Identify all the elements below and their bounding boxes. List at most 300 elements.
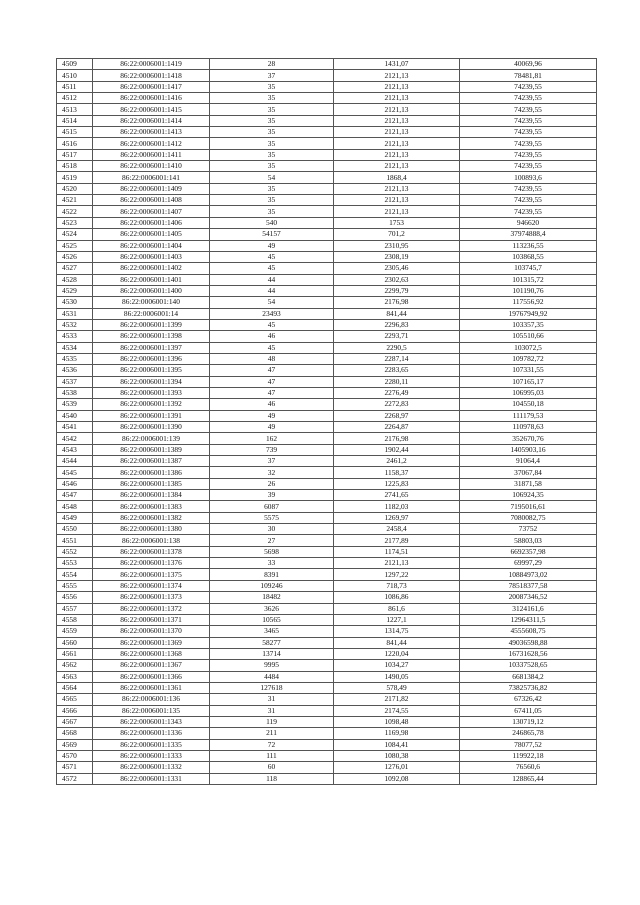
cadastral-number-cell: 86:22:0006001:1401 — [93, 274, 210, 285]
table-body — [57, 59, 597, 785]
specific-value-cell: 1084,41 — [334, 739, 460, 750]
specific-value-cell: 2280,11 — [334, 376, 460, 387]
cadastral-number-cell: 86:22:0006001:1404 — [93, 240, 210, 251]
area-cell: 45 — [210, 342, 334, 353]
specific-value-cell: 1269,97 — [334, 512, 460, 523]
data-table — [56, 58, 597, 785]
specific-value-cell: 1227,1 — [334, 614, 460, 625]
area-cell: 44 — [210, 274, 334, 285]
cadastral-number-cell: 86:22:0006001:1416 — [93, 93, 210, 104]
cadastral-number-cell: 86:22:0006001:1417 — [93, 81, 210, 92]
specific-value-cell: 1902,44 — [334, 444, 460, 455]
table-row — [57, 93, 597, 104]
specific-value-cell: 1182,03 — [334, 501, 460, 512]
specific-value-cell: 1490,05 — [334, 671, 460, 682]
cadastral-number-cell: 86:22:0006001:1378 — [93, 546, 210, 557]
row-number-cell: 4566 — [57, 705, 93, 716]
specific-value-cell: 2121,13 — [334, 93, 460, 104]
table-row — [57, 240, 597, 251]
specific-value-cell: 2176,98 — [334, 297, 460, 308]
cadastral-number-cell: 86:22:0006001:1385 — [93, 478, 210, 489]
cadastral-number-cell: 86:22:0006001:14 — [93, 308, 210, 319]
table-row — [57, 660, 597, 671]
table-row — [57, 637, 597, 648]
cadastral-value-cell: 109782,72 — [460, 353, 597, 364]
table-row — [57, 70, 597, 81]
specific-value-cell: 2276,49 — [334, 387, 460, 398]
specific-value-cell: 861,6 — [334, 603, 460, 614]
row-number-cell: 4529 — [57, 285, 93, 296]
cadastral-value-cell: 73825736,82 — [460, 682, 597, 693]
cadastral-number-cell: 86:22:0006001:1400 — [93, 285, 210, 296]
area-cell: 118 — [210, 773, 334, 784]
cadastral-value-cell: 1405903,16 — [460, 444, 597, 455]
row-number-cell: 4520 — [57, 183, 93, 194]
cadastral-number-cell: 86:22:0006001:1412 — [93, 138, 210, 149]
row-number-cell: 4527 — [57, 263, 93, 274]
cadastral-number-cell: 86:22:0006001:1391 — [93, 410, 210, 421]
cadastral-number-cell: 86:22:0006001:1392 — [93, 399, 210, 410]
cadastral-number-cell: 86:22:0006001:1406 — [93, 217, 210, 228]
area-cell: 6087 — [210, 501, 334, 512]
specific-value-cell: 2121,13 — [334, 70, 460, 81]
cadastral-value-cell: 74239,55 — [460, 81, 597, 92]
cadastral-value-cell: 10337528,65 — [460, 660, 597, 671]
specific-value-cell: 2176,98 — [334, 433, 460, 444]
cadastral-number-cell: 86:22:0006001:1407 — [93, 206, 210, 217]
area-cell: 4484 — [210, 671, 334, 682]
area-cell: 30 — [210, 524, 334, 535]
cadastral-number-cell: 86:22:0006001:1366 — [93, 671, 210, 682]
area-cell: 46 — [210, 399, 334, 410]
cadastral-number-cell: 86:22:0006001:1414 — [93, 115, 210, 126]
row-number-cell: 4555 — [57, 580, 93, 591]
area-cell: 5698 — [210, 546, 334, 557]
specific-value-cell: 701,2 — [334, 229, 460, 240]
table-row — [57, 478, 597, 489]
area-cell: 5575 — [210, 512, 334, 523]
area-cell: 28 — [210, 59, 334, 70]
cadastral-value-cell: 103072,5 — [460, 342, 597, 353]
cadastral-value-cell: 7195016,61 — [460, 501, 597, 512]
cadastral-value-cell: 16731628,56 — [460, 648, 597, 659]
cadastral-value-cell: 103357,35 — [460, 319, 597, 330]
table-row — [57, 682, 597, 693]
row-number-cell: 4538 — [57, 387, 93, 398]
cadastral-number-cell: 86:22:0006001:1380 — [93, 524, 210, 535]
table-row — [57, 365, 597, 376]
specific-value-cell: 1753 — [334, 217, 460, 228]
table-row — [57, 319, 597, 330]
cadastral-number-cell: 86:22:0006001:1331 — [93, 773, 210, 784]
area-cell: 739 — [210, 444, 334, 455]
table-row — [57, 569, 597, 580]
row-number-cell: 4522 — [57, 206, 93, 217]
cadastral-number-cell: 86:22:0006001:135 — [93, 705, 210, 716]
cadastral-number-cell: 86:22:0006001:1368 — [93, 648, 210, 659]
area-cell: 18482 — [210, 592, 334, 603]
cadastral-number-cell: 86:22:0006001:1405 — [93, 229, 210, 240]
table-row — [57, 750, 597, 761]
specific-value-cell: 1220,04 — [334, 648, 460, 659]
table-row — [57, 694, 597, 705]
area-cell: 27 — [210, 535, 334, 546]
row-number-cell: 4570 — [57, 750, 93, 761]
specific-value-cell: 2121,13 — [334, 183, 460, 194]
cadastral-value-cell: 74239,55 — [460, 93, 597, 104]
table-row — [57, 546, 597, 557]
cadastral-value-cell: 111179,53 — [460, 410, 597, 421]
cadastral-value-cell: 58803,03 — [460, 535, 597, 546]
cadastral-value-cell: 105510,66 — [460, 331, 597, 342]
area-cell: 10565 — [210, 614, 334, 625]
cadastral-value-cell: 103745,7 — [460, 263, 597, 274]
specific-value-cell: 1297,22 — [334, 569, 460, 580]
cadastral-value-cell: 352670,76 — [460, 433, 597, 444]
cadastral-value-cell: 74239,55 — [460, 149, 597, 160]
cadastral-number-cell: 86:22:0006001:1413 — [93, 127, 210, 138]
table-row — [57, 467, 597, 478]
row-number-cell: 4534 — [57, 342, 93, 353]
row-number-cell: 4561 — [57, 648, 93, 659]
cadastral-number-cell: 86:22:0006001:1384 — [93, 490, 210, 501]
table-row — [57, 433, 597, 444]
specific-value-cell: 2308,19 — [334, 251, 460, 262]
area-cell: 45 — [210, 319, 334, 330]
specific-value-cell: 2283,65 — [334, 365, 460, 376]
area-cell: 35 — [210, 183, 334, 194]
row-number-cell: 4549 — [57, 512, 93, 523]
area-cell: 37 — [210, 456, 334, 467]
row-number-cell: 4525 — [57, 240, 93, 251]
cadastral-value-cell: 110978,63 — [460, 422, 597, 433]
area-cell: 45 — [210, 263, 334, 274]
area-cell: 35 — [210, 206, 334, 217]
table-row — [57, 285, 597, 296]
cadastral-value-cell: 246865,78 — [460, 728, 597, 739]
table-row — [57, 524, 597, 535]
table-row — [57, 648, 597, 659]
specific-value-cell: 2458,4 — [334, 524, 460, 535]
cadastral-number-cell: 86:22:0006001:1372 — [93, 603, 210, 614]
cadastral-number-cell: 86:22:0006001:1415 — [93, 104, 210, 115]
specific-value-cell: 2299,79 — [334, 285, 460, 296]
table-row — [57, 353, 597, 364]
cadastral-value-cell: 101315,72 — [460, 274, 597, 285]
row-number-cell: 4532 — [57, 319, 93, 330]
specific-value-cell: 1034,27 — [334, 660, 460, 671]
table-row — [57, 161, 597, 172]
cadastral-number-cell: 86:22:0006001:1367 — [93, 660, 210, 671]
area-cell: 35 — [210, 93, 334, 104]
row-number-cell: 4569 — [57, 739, 93, 750]
area-cell: 47 — [210, 365, 334, 376]
area-cell: 35 — [210, 127, 334, 138]
cadastral-number-cell: 86:22:0006001:1409 — [93, 183, 210, 194]
table-row — [57, 206, 597, 217]
cadastral-value-cell: 130719,12 — [460, 716, 597, 727]
table-row — [57, 115, 597, 126]
cadastral-number-cell: 86:22:0006001:1386 — [93, 467, 210, 478]
table-row — [57, 410, 597, 421]
row-number-cell: 4565 — [57, 694, 93, 705]
cadastral-value-cell: 74239,55 — [460, 161, 597, 172]
cadastral-value-cell: 74239,55 — [460, 127, 597, 138]
specific-value-cell: 2121,13 — [334, 127, 460, 138]
cadastral-number-cell: 86:22:0006001:138 — [93, 535, 210, 546]
table-row — [57, 149, 597, 160]
area-cell: 13714 — [210, 648, 334, 659]
cadastral-value-cell: 113236,55 — [460, 240, 597, 251]
row-number-cell: 4515 — [57, 127, 93, 138]
area-cell: 26 — [210, 478, 334, 489]
cadastral-number-cell: 86:22:0006001:1394 — [93, 376, 210, 387]
table-row — [57, 716, 597, 727]
cadastral-value-cell: 37067,84 — [460, 467, 597, 478]
table-row — [57, 387, 597, 398]
specific-value-cell: 1314,75 — [334, 626, 460, 637]
row-number-cell: 4572 — [57, 773, 93, 784]
cadastral-number-cell: 86:22:0006001:136 — [93, 694, 210, 705]
table-row — [57, 229, 597, 240]
area-cell: 3626 — [210, 603, 334, 614]
row-number-cell: 4537 — [57, 376, 93, 387]
area-cell: 8391 — [210, 569, 334, 580]
cadastral-number-cell: 86:22:0006001:1335 — [93, 739, 210, 750]
table-row — [57, 59, 597, 70]
area-cell: 44 — [210, 285, 334, 296]
specific-value-cell: 1158,37 — [334, 467, 460, 478]
cadastral-number-cell: 86:22:0006001:1395 — [93, 365, 210, 376]
table-row — [57, 580, 597, 591]
specific-value-cell: 2121,13 — [334, 195, 460, 206]
specific-value-cell: 1098,48 — [334, 716, 460, 727]
row-number-cell: 4514 — [57, 115, 93, 126]
specific-value-cell: 2121,13 — [334, 104, 460, 115]
specific-value-cell: 2741,65 — [334, 490, 460, 501]
row-number-cell: 4568 — [57, 728, 93, 739]
row-number-cell: 4523 — [57, 217, 93, 228]
area-cell: 49 — [210, 410, 334, 421]
area-cell: 119 — [210, 716, 334, 727]
row-number-cell: 4560 — [57, 637, 93, 648]
area-cell: 540 — [210, 217, 334, 228]
table-row — [57, 444, 597, 455]
area-cell: 37 — [210, 70, 334, 81]
cadastral-value-cell: 74239,55 — [460, 138, 597, 149]
cadastral-value-cell: 101190,76 — [460, 285, 597, 296]
row-number-cell: 4545 — [57, 467, 93, 478]
cadastral-number-cell: 86:22:0006001:1398 — [93, 331, 210, 342]
row-number-cell: 4521 — [57, 195, 93, 206]
cadastral-number-cell: 86:22:0006001:1397 — [93, 342, 210, 353]
cadastral-number-cell: 86:22:0006001:1389 — [93, 444, 210, 455]
cadastral-value-cell: 7080082,75 — [460, 512, 597, 523]
cadastral-value-cell: 73752 — [460, 524, 597, 535]
area-cell: 48 — [210, 353, 334, 364]
cadastral-value-cell: 103868,55 — [460, 251, 597, 262]
cadastral-value-cell: 74239,55 — [460, 104, 597, 115]
specific-value-cell: 578,49 — [334, 682, 460, 693]
row-number-cell: 4554 — [57, 569, 93, 580]
row-number-cell: 4543 — [57, 444, 93, 455]
specific-value-cell: 2287,14 — [334, 353, 460, 364]
table-row — [57, 614, 597, 625]
row-number-cell: 4526 — [57, 251, 93, 262]
area-cell: 47 — [210, 387, 334, 398]
cadastral-value-cell: 78481,81 — [460, 70, 597, 81]
specific-value-cell: 2296,83 — [334, 319, 460, 330]
cadastral-number-cell: 86:22:0006001:1410 — [93, 161, 210, 172]
area-cell: 54 — [210, 297, 334, 308]
table-row — [57, 331, 597, 342]
row-number-cell: 4551 — [57, 535, 93, 546]
row-number-cell: 4550 — [57, 524, 93, 535]
specific-value-cell: 2121,13 — [334, 81, 460, 92]
area-cell: 46 — [210, 331, 334, 342]
specific-value-cell: 1086,86 — [334, 592, 460, 603]
cadastral-number-cell: 86:22:0006001:1399 — [93, 319, 210, 330]
cadastral-value-cell: 91064,4 — [460, 456, 597, 467]
cadastral-number-cell: 86:22:0006001:1375 — [93, 569, 210, 580]
cadastral-value-cell: 104550,18 — [460, 399, 597, 410]
row-number-cell: 4528 — [57, 274, 93, 285]
cadastral-number-cell: 86:22:0006001:1418 — [93, 70, 210, 81]
cadastral-value-cell: 107165,17 — [460, 376, 597, 387]
cadastral-number-cell: 86:22:0006001:1393 — [93, 387, 210, 398]
cadastral-value-cell: 74239,55 — [460, 195, 597, 206]
cadastral-value-cell: 49036598,88 — [460, 637, 597, 648]
cadastral-number-cell: 86:22:0006001:1382 — [93, 512, 210, 523]
cadastral-number-cell: 86:22:0006001:1370 — [93, 626, 210, 637]
area-cell: 58277 — [210, 637, 334, 648]
table-row — [57, 308, 597, 319]
row-number-cell: 4571 — [57, 762, 93, 773]
table-row — [57, 626, 597, 637]
row-number-cell: 4556 — [57, 592, 93, 603]
cadastral-value-cell: 6681384,2 — [460, 671, 597, 682]
specific-value-cell: 2121,13 — [334, 149, 460, 160]
area-cell: 35 — [210, 161, 334, 172]
cadastral-number-cell: 86:22:0006001:1371 — [93, 614, 210, 625]
specific-value-cell: 1092,08 — [334, 773, 460, 784]
area-cell: 39 — [210, 490, 334, 501]
row-number-cell: 4546 — [57, 478, 93, 489]
specific-value-cell: 718,73 — [334, 580, 460, 591]
cadastral-number-cell: 86:22:0006001:1390 — [93, 422, 210, 433]
specific-value-cell: 841,44 — [334, 308, 460, 319]
area-cell: 9995 — [210, 660, 334, 671]
specific-value-cell: 2121,13 — [334, 161, 460, 172]
cadastral-number-cell: 86:22:0006001:1373 — [93, 592, 210, 603]
table-row — [57, 81, 597, 92]
cadastral-value-cell: 19767949,92 — [460, 308, 597, 319]
table-row — [57, 138, 597, 149]
specific-value-cell: 2174,55 — [334, 705, 460, 716]
table-row — [57, 274, 597, 285]
table-row — [57, 183, 597, 194]
specific-value-cell: 2171,82 — [334, 694, 460, 705]
row-number-cell: 4557 — [57, 603, 93, 614]
row-number-cell: 4544 — [57, 456, 93, 467]
cadastral-value-cell: 76560,6 — [460, 762, 597, 773]
specific-value-cell: 1174,51 — [334, 546, 460, 557]
specific-value-cell: 2121,13 — [334, 115, 460, 126]
cadastral-number-cell: 86:22:0006001:1336 — [93, 728, 210, 739]
cadastral-number-cell: 86:22:0006001:1343 — [93, 716, 210, 727]
area-cell: 23493 — [210, 308, 334, 319]
area-cell: 162 — [210, 433, 334, 444]
specific-value-cell: 2177,89 — [334, 535, 460, 546]
cadastral-value-cell: 31871,58 — [460, 478, 597, 489]
area-cell: 54157 — [210, 229, 334, 240]
cadastral-number-cell: 86:22:0006001:139 — [93, 433, 210, 444]
cadastral-value-cell: 106924,35 — [460, 490, 597, 501]
specific-value-cell: 2302,63 — [334, 274, 460, 285]
row-number-cell: 4535 — [57, 353, 93, 364]
row-number-cell: 4530 — [57, 297, 93, 308]
area-cell: 33 — [210, 558, 334, 569]
specific-value-cell: 2268,97 — [334, 410, 460, 421]
row-number-cell: 4542 — [57, 433, 93, 444]
cadastral-value-cell: 74239,55 — [460, 206, 597, 217]
cadastral-value-cell: 74239,55 — [460, 183, 597, 194]
row-number-cell: 4552 — [57, 546, 93, 557]
table-row — [57, 263, 597, 274]
area-cell: 72 — [210, 739, 334, 750]
cadastral-number-cell: 86:22:0006001:1333 — [93, 750, 210, 761]
area-cell: 35 — [210, 195, 334, 206]
cadastral-value-cell: 106995,03 — [460, 387, 597, 398]
row-number-cell: 4512 — [57, 93, 93, 104]
table-row — [57, 217, 597, 228]
table-row — [57, 297, 597, 308]
area-cell: 35 — [210, 81, 334, 92]
cadastral-number-cell: 86:22:0006001:1332 — [93, 762, 210, 773]
area-cell: 31 — [210, 694, 334, 705]
row-number-cell: 4509 — [57, 59, 93, 70]
cadastral-value-cell: 78077,52 — [460, 739, 597, 750]
specific-value-cell: 1169,98 — [334, 728, 460, 739]
table-row — [57, 762, 597, 773]
area-cell: 35 — [210, 149, 334, 160]
cadastral-value-cell: 6692357,98 — [460, 546, 597, 557]
table-row — [57, 512, 597, 523]
cadastral-value-cell: 946620 — [460, 217, 597, 228]
row-number-cell: 4519 — [57, 172, 93, 183]
row-number-cell: 4567 — [57, 716, 93, 727]
area-cell: 35 — [210, 138, 334, 149]
cadastral-number-cell: 86:22:0006001:1361 — [93, 682, 210, 693]
cadastral-value-cell: 37974888,4 — [460, 229, 597, 240]
area-cell: 31 — [210, 705, 334, 716]
area-cell: 32 — [210, 467, 334, 478]
cadastral-value-cell: 4555608,75 — [460, 626, 597, 637]
specific-value-cell: 2310,95 — [334, 240, 460, 251]
table-row — [57, 671, 597, 682]
area-cell: 45 — [210, 251, 334, 262]
area-cell: 54 — [210, 172, 334, 183]
specific-value-cell: 2290,5 — [334, 342, 460, 353]
area-cell: 47 — [210, 376, 334, 387]
specific-value-cell: 1225,83 — [334, 478, 460, 489]
cadastral-value-cell: 117556,92 — [460, 297, 597, 308]
table-row — [57, 535, 597, 546]
specific-value-cell: 1080,38 — [334, 750, 460, 761]
area-cell: 60 — [210, 762, 334, 773]
cadastral-number-cell: 86:22:0006001:1387 — [93, 456, 210, 467]
cadastral-value-cell: 107331,55 — [460, 365, 597, 376]
